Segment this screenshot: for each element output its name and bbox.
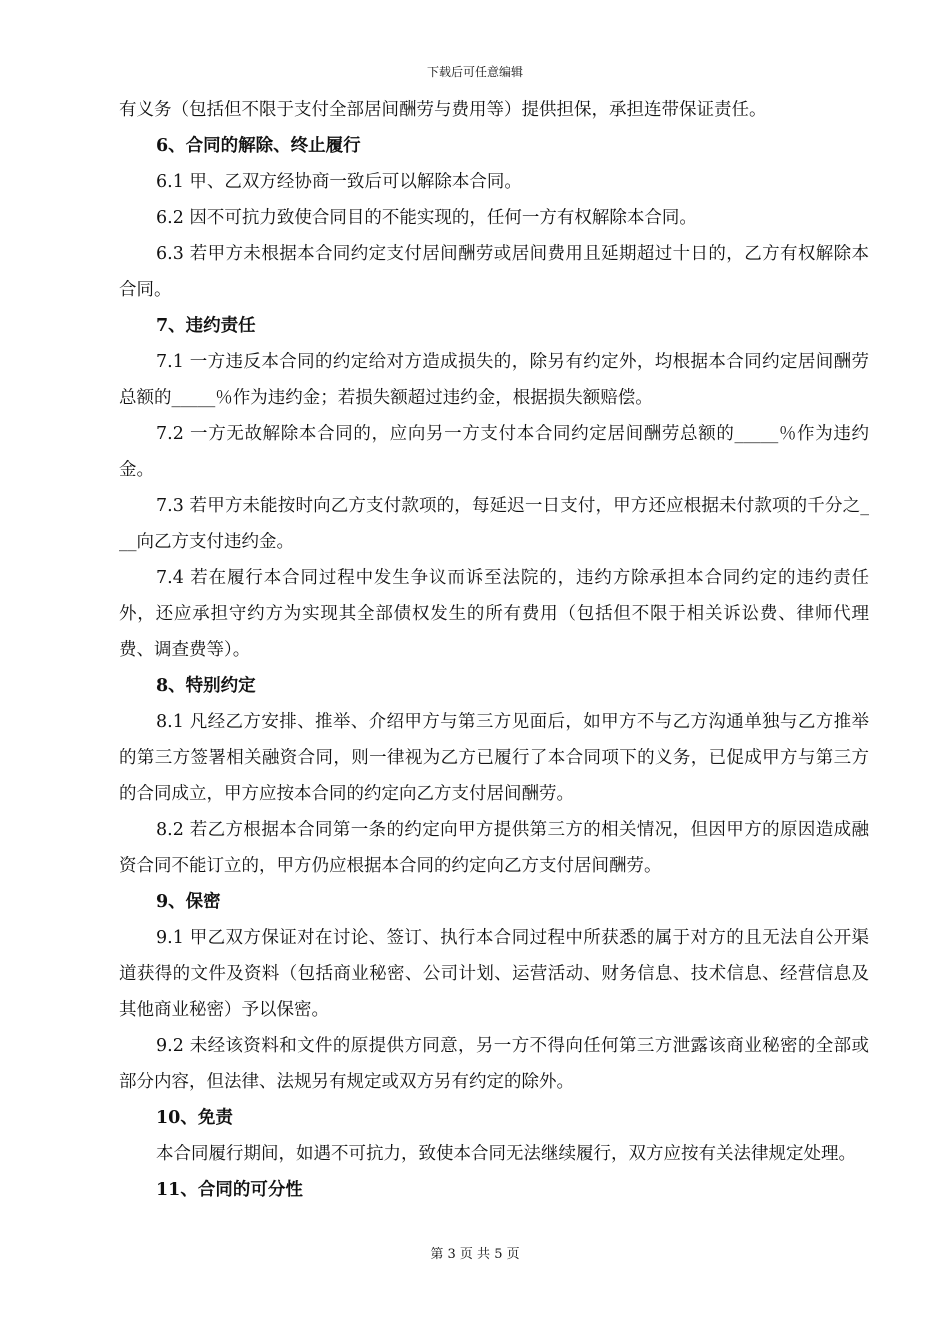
paragraph: 本合同履行期间，如遇不可抗力，致使本合同无法继续履行，双方应按有关法律规定处理。 <box>156 1144 856 1164</box>
section-heading: 8、特别约定 <box>156 676 256 696</box>
paragraph: 8.2 若乙方根据本合同第一条的约定向甲方提供第三方的相关情况，但因甲方的原因造成融资合同不能订立的，甲方仍应根据本合同的约定向乙方支付居间酬劳。 <box>119 820 870 876</box>
section-heading: 11、合同的可分性 <box>156 1180 303 1200</box>
paragraph: 8.1 凡经乙方安排、推举、介绍甲方与第三方见面后，如甲方不与乙方沟通单独与乙方推举的第三方签署相关融资合同，则一律视为乙方已履行了本合同项下的义务，已促成甲方与第三方的合同成立，甲方应按本合同的约定向乙方支付居间酬劳。 <box>119 712 870 804</box>
paragraph: 7.3 若甲方未能按时向乙方支付款项的，每延迟一日支付，甲方还应根据未付款项的千分之___向乙方支付违约金。 <box>119 496 869 552</box>
paragraph: 6.3 若甲方未根据本合同约定支付居间酬劳或居间费用且延期超过十日的，乙方有权解除本合同。 <box>119 244 870 300</box>
paragraph: 9.1 甲乙双方保证对在讨论、签订、执行本合同过程中所获悉的属于对方的且无法自公开渠道获得的文件及资料（包括商业秘密、公司计划、运营活动、财务信息、技术信息、经营信息及其他商业秘密）予以保密。 <box>119 928 870 1020</box>
section-heading: 6、合同的解除、终止履行 <box>156 136 361 156</box>
paragraph: 有义务（包括但不限于支付全部居间酬劳与费用等）提供担保，承担连带保证责任。 <box>119 100 767 120</box>
section-heading: 9、保密 <box>156 892 221 912</box>
paragraph: 7.1 一方违反本合同的约定给对方造成损失的，除另有约定外，均根据本合同约定居间酬劳总额的_____％作为违约金；若损失额超过违约金，根据损失额赔偿。 <box>119 352 870 408</box>
section-heading: 7、违约责任 <box>156 316 256 336</box>
page-header: 下载后可任意编辑 <box>426 65 523 79</box>
document-body <box>119 92 869 1208</box>
section-heading: 10、免责 <box>156 1108 233 1128</box>
paragraph: 7.2 一方无故解除本合同的，应向另一方支付本合同约定居间酬劳总额的_____％作为违约金。 <box>119 424 869 480</box>
paragraph: 6.1 甲、乙双方经协商一致后可以解除本合同。 <box>156 172 522 192</box>
paragraph: 6.2 因不可抗力致使合同目的不能实现的，任何一方有权解除本合同。 <box>156 208 697 228</box>
paragraph: 7.4 若在履行本合同过程中发生争议而诉至法院的，违约方除承担本合同约定的违约责任外，还应承担守约方为实现其全部债权发生的所有费用（包括但不限于相关诉讼费、律师代理费、调查费等）。 <box>119 568 869 660</box>
page-footer: 第 3 页 共 5 页 <box>430 1247 520 1262</box>
paragraph: 9.2 未经该资料和文件的原提供方同意，另一方不得向任何第三方泄露该商业秘密的全部或部分内容，但法律、法规另有规定或双方另有约定的除外。 <box>119 1036 870 1092</box>
